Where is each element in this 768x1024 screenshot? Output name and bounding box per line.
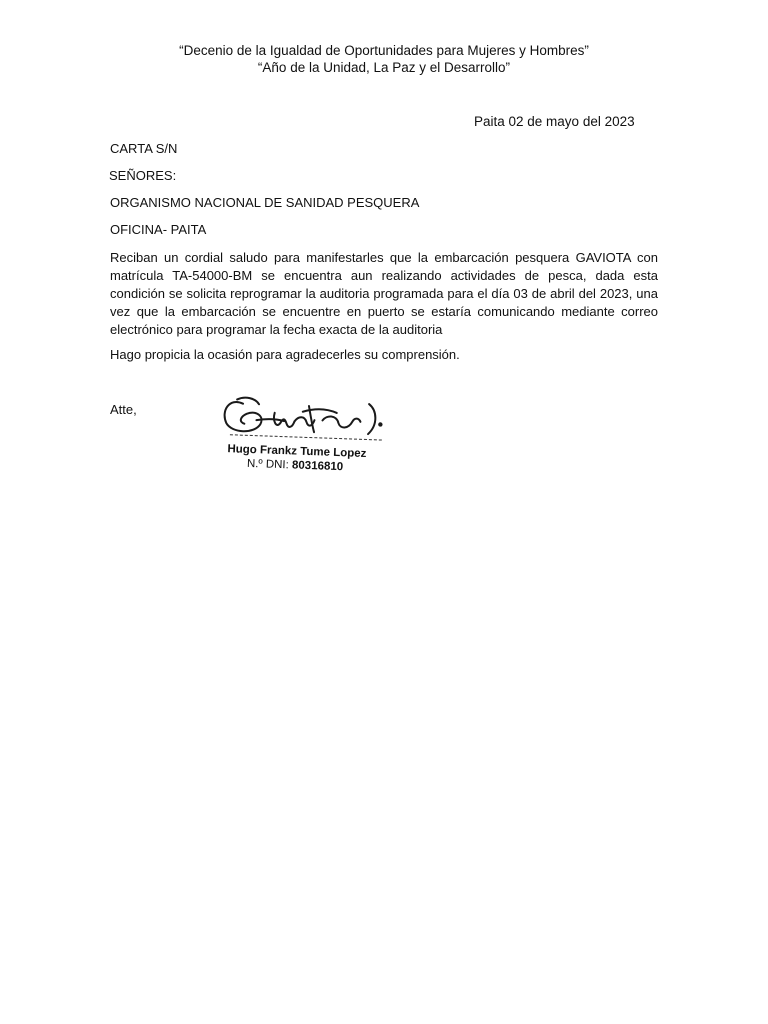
letter-date: Paita 02 de mayo del 2023 xyxy=(474,114,635,129)
letter-salutation: SEÑORES: xyxy=(109,168,177,183)
signer-dni xyxy=(247,458,344,473)
letter-sign-off: Atte, xyxy=(110,402,137,417)
signer-name: Hugo Frankz Tume Lopez xyxy=(227,443,367,461)
header-decade-slogan: “Decenio de la Igualdad de Oportunidades para Mujeres y Hombres” xyxy=(179,43,589,58)
dni-number: 80316810 xyxy=(291,459,344,474)
header-year-slogan: “Año de la Unidad, La Paz y el Desarrollo” xyxy=(257,60,511,75)
signature-stamp xyxy=(217,391,402,477)
letter-closing: Hago propicia la ocasión para agradecerles su comprensión. xyxy=(110,347,460,362)
dni-label: N.º DNI: xyxy=(246,457,290,472)
letter-body: Reciban un cordial saludo para manifestarles que la embarcación pesquera GAVIOTA con matrícula TA-54000-BM se encuentra aun realizando actividades de pesca, dada esta condición se solicita reprogramar la auditoria programada para el día 03 de abril del 2023, una vez que la embarcación se encuentre en puerto se estaría comunicando mediante correo electrónico para programar la fecha exacta de la auditoria xyxy=(110,250,658,337)
letter-reference: CARTA S/N xyxy=(110,141,178,156)
recipient-office: OFICINA- PAITA xyxy=(110,222,207,237)
recipient-organization: ORGANISMO NACIONAL DE SANIDAD PESQUERA xyxy=(110,195,420,210)
